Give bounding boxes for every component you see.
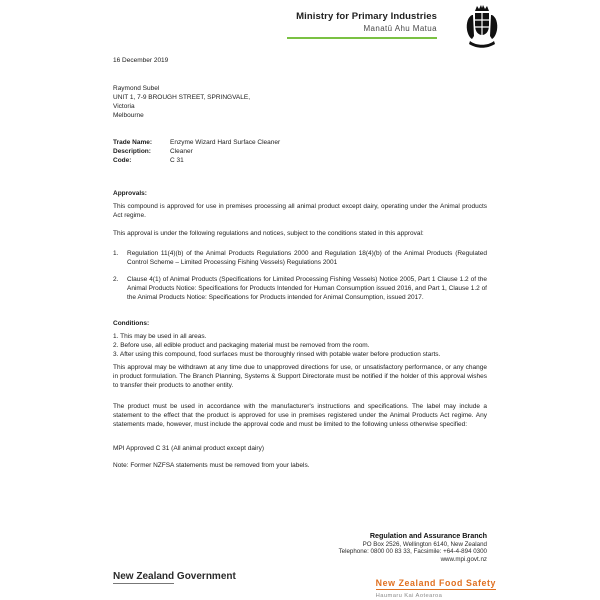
approval-item-2-text: Clause 4(1) of Animal Products (Specifications for Limited Processing Fishing Vessels) Notice 2005, Part 1 Clause 1.2 of the Animal Products Notice: Specifications for Products Intended for Human Consumption issued 2016, and Part 1, Clause 1.2 of the Animal Products Notice: Specifications for Products intended for Animal Consumption, issued 2017. (127, 276, 487, 301)
code-row (113, 156, 487, 165)
nz-food-safety-name: New Zealand Food Safety (375, 578, 496, 588)
conditions-list (113, 332, 487, 359)
product-details (113, 138, 487, 165)
ministry-name: Ministry for Primary Industries (296, 11, 437, 22)
footer-website: www.mpi.govt.nz (440, 555, 487, 563)
description-row (113, 147, 487, 156)
nzfsa-note: Note: Former NZFSA statements must be removed from your labels. (113, 462, 310, 469)
trade-name-value: Enzyme Wizard Hard Surface Cleaner (170, 139, 281, 146)
footer-branch-name: Regulation and Assurance Branch (369, 531, 487, 540)
ministry-maori-name: Manatū Ahu Matua (363, 24, 437, 33)
footer-po-box: PO Box 2526, Wellington 6140, New Zealand (362, 540, 487, 548)
approvals-intro-1: This compound is approved for use in premises processing all animal product except dairy, operating under the Animal products Act regime. (113, 203, 487, 219)
approvals-heading: Approvals: (113, 190, 147, 197)
condition-1: 1. This may be used in all areas. (113, 333, 207, 340)
recipient-address-line3: Melbourne (113, 112, 144, 119)
approval-item-1-number: 1. (113, 250, 119, 257)
recipient-block (113, 84, 487, 120)
nz-food-safety-maori: Haumaru Kai Aotearoa (375, 593, 443, 599)
trade-name-row (113, 138, 487, 147)
description-label: Description: (113, 148, 151, 155)
letter-date: 16 December 2019 (113, 57, 169, 64)
condition-3: 3. After using this compound, food surfaces must be thoroughly rinsed with potable water before production starts. (113, 351, 441, 358)
usage-paragraph: The product must be used in accordance with the manufacturer's instructions and specifications. The label may include a statement to the effect that the product is approved for use in premises registered under the Animal Products Act regime. Any statements made, however, must include the approval code and must be limited to the following unless otherwise specified: (113, 403, 487, 428)
condition-2: 2. Before use, all edible product and packaging material must be removed from the room. (113, 342, 370, 349)
approval-statement: MPI Approved C 31 (All animal product except dairy) (113, 445, 265, 452)
nz-government-logo-part1: New Zealand (113, 571, 175, 582)
conditions-heading: Conditions: (113, 320, 150, 327)
approval-item-2-number: 2. (113, 276, 119, 283)
header-green-rule (287, 37, 437, 39)
nz-coat-of-arms-icon (454, 3, 510, 48)
footer-contact-block (339, 532, 487, 563)
mpi-header (287, 11, 437, 39)
code-value: C 31 (170, 157, 184, 164)
nz-food-safety-logo (376, 573, 496, 599)
footer-phone: Telephone: 0800 00 83 33, Facsimile: +64-4-894 0300 (338, 548, 487, 556)
approval-item-2 (113, 275, 487, 302)
code-label: Code: (113, 157, 132, 164)
trade-name-label: Trade Name: (113, 139, 153, 146)
nz-government-logo (113, 571, 236, 582)
approval-item-1-text: Regulation 11(4)(b) of the Animal Products Regulations 2000 and Regulation 18(4)(b) of the Animal Products (Regulated Control Scheme – Limited Processing Fishing Vessels) Regulations 2001 (127, 250, 487, 266)
recipient-address-line1: UNIT 1, 7-9 BROUGH STREET, SPRINGVALE, (113, 94, 251, 101)
withdrawal-paragraph: This approval may be withdrawn at any time due to unapproved directions for use, or unsatisfactory performance, or any change in product formulation. The Branch Planning, Systems & Support Directorate must be notified if the holder of this approval wishes to transfer their products to another entity. (113, 364, 487, 389)
approval-item-1 (113, 249, 487, 267)
nz-government-logo-part2: Government (174, 571, 236, 582)
recipient-address-line2: Victoria (113, 103, 135, 110)
approvals-intro-2: This approval is under the following regulations and notices, subject to the conditions stated in this approval: (113, 230, 424, 237)
recipient-name: Raymond Subel (113, 85, 160, 92)
description-value: Cleaner (170, 148, 193, 155)
